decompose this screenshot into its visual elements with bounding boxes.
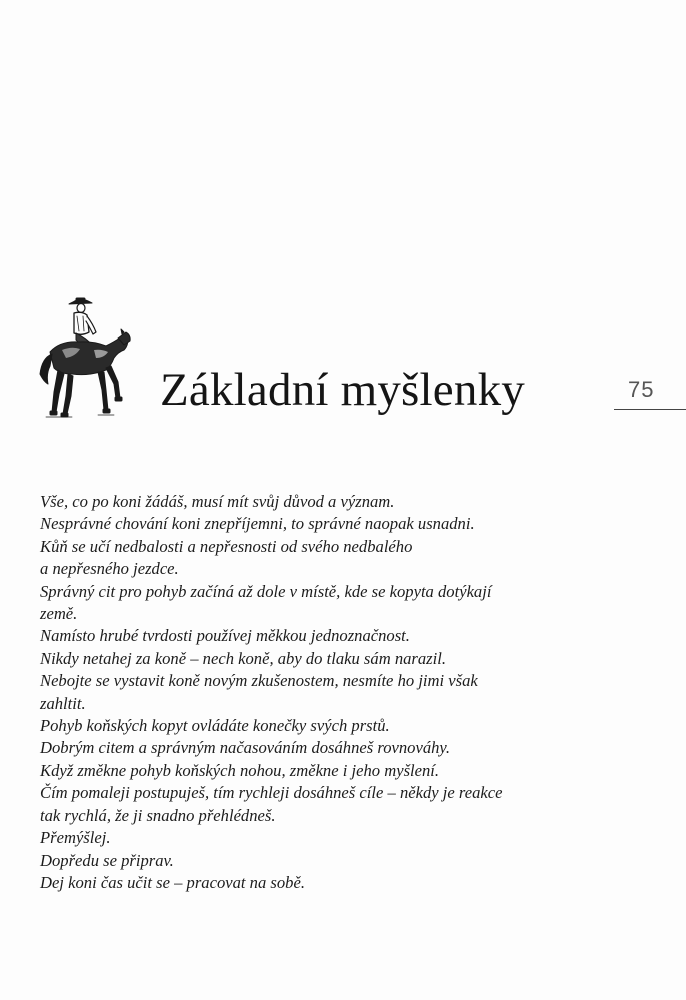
chapter-title: Základní myšlenky xyxy=(160,364,525,416)
horse-rider-illustration xyxy=(36,294,132,420)
text-line: Dopředu se připrav. xyxy=(40,850,174,870)
text-line: tak rychlá, že ji snadno přehlédneš. xyxy=(40,805,276,825)
text-line: Kůň se učí nedbalosti a nepřesnosti od svého nedbalého xyxy=(40,536,413,556)
principles-list xyxy=(40,491,650,894)
text-line: Dej koni čas učit se – pracovat na sobě. xyxy=(40,872,305,892)
text-line: Vše, co po koni žádáš, musí mít svůj důvod a význam. xyxy=(40,492,395,511)
text-line: Nikdy netahej za koně – nech koně, aby do tlaku sám narazil. xyxy=(40,648,446,668)
text-line: zahltit. xyxy=(40,693,86,713)
page-number-rule xyxy=(614,409,686,410)
text-line: Když změkne pohyb koňských nohou, změkne i jeho myšlení. xyxy=(40,760,440,780)
text-line: země. xyxy=(40,604,78,624)
text-line: Pohyb koňských kopyt ovládáte konečky svých prstů. xyxy=(40,716,390,736)
text-line: Čím pomaleji postupuješ, tím rychleji dosáhneš cíle – někdy je reakce xyxy=(40,783,503,803)
text-line: Namísto hrubé tvrdosti používej měkkou jednoznačnost. xyxy=(40,626,410,646)
text-line: Dobrým citem a správným načasováním dosáhneš rovnováhy. xyxy=(40,738,451,758)
text-line: Nesprávné chování koni znepříjemni, to správné naopak usnadni. xyxy=(40,514,475,534)
text-line: Správný cit pro pohyb začíná až dole v místě, kde se kopyta dotýkají xyxy=(40,581,492,601)
text-line: Nebojte se vystavit koně novým zkušenostem, nesmíte ho jimi však xyxy=(40,671,478,691)
page-number: 75 xyxy=(628,377,655,402)
text-line: Přemýšlej. xyxy=(40,828,111,848)
text-line: a nepřesného jezdce. xyxy=(40,559,179,579)
